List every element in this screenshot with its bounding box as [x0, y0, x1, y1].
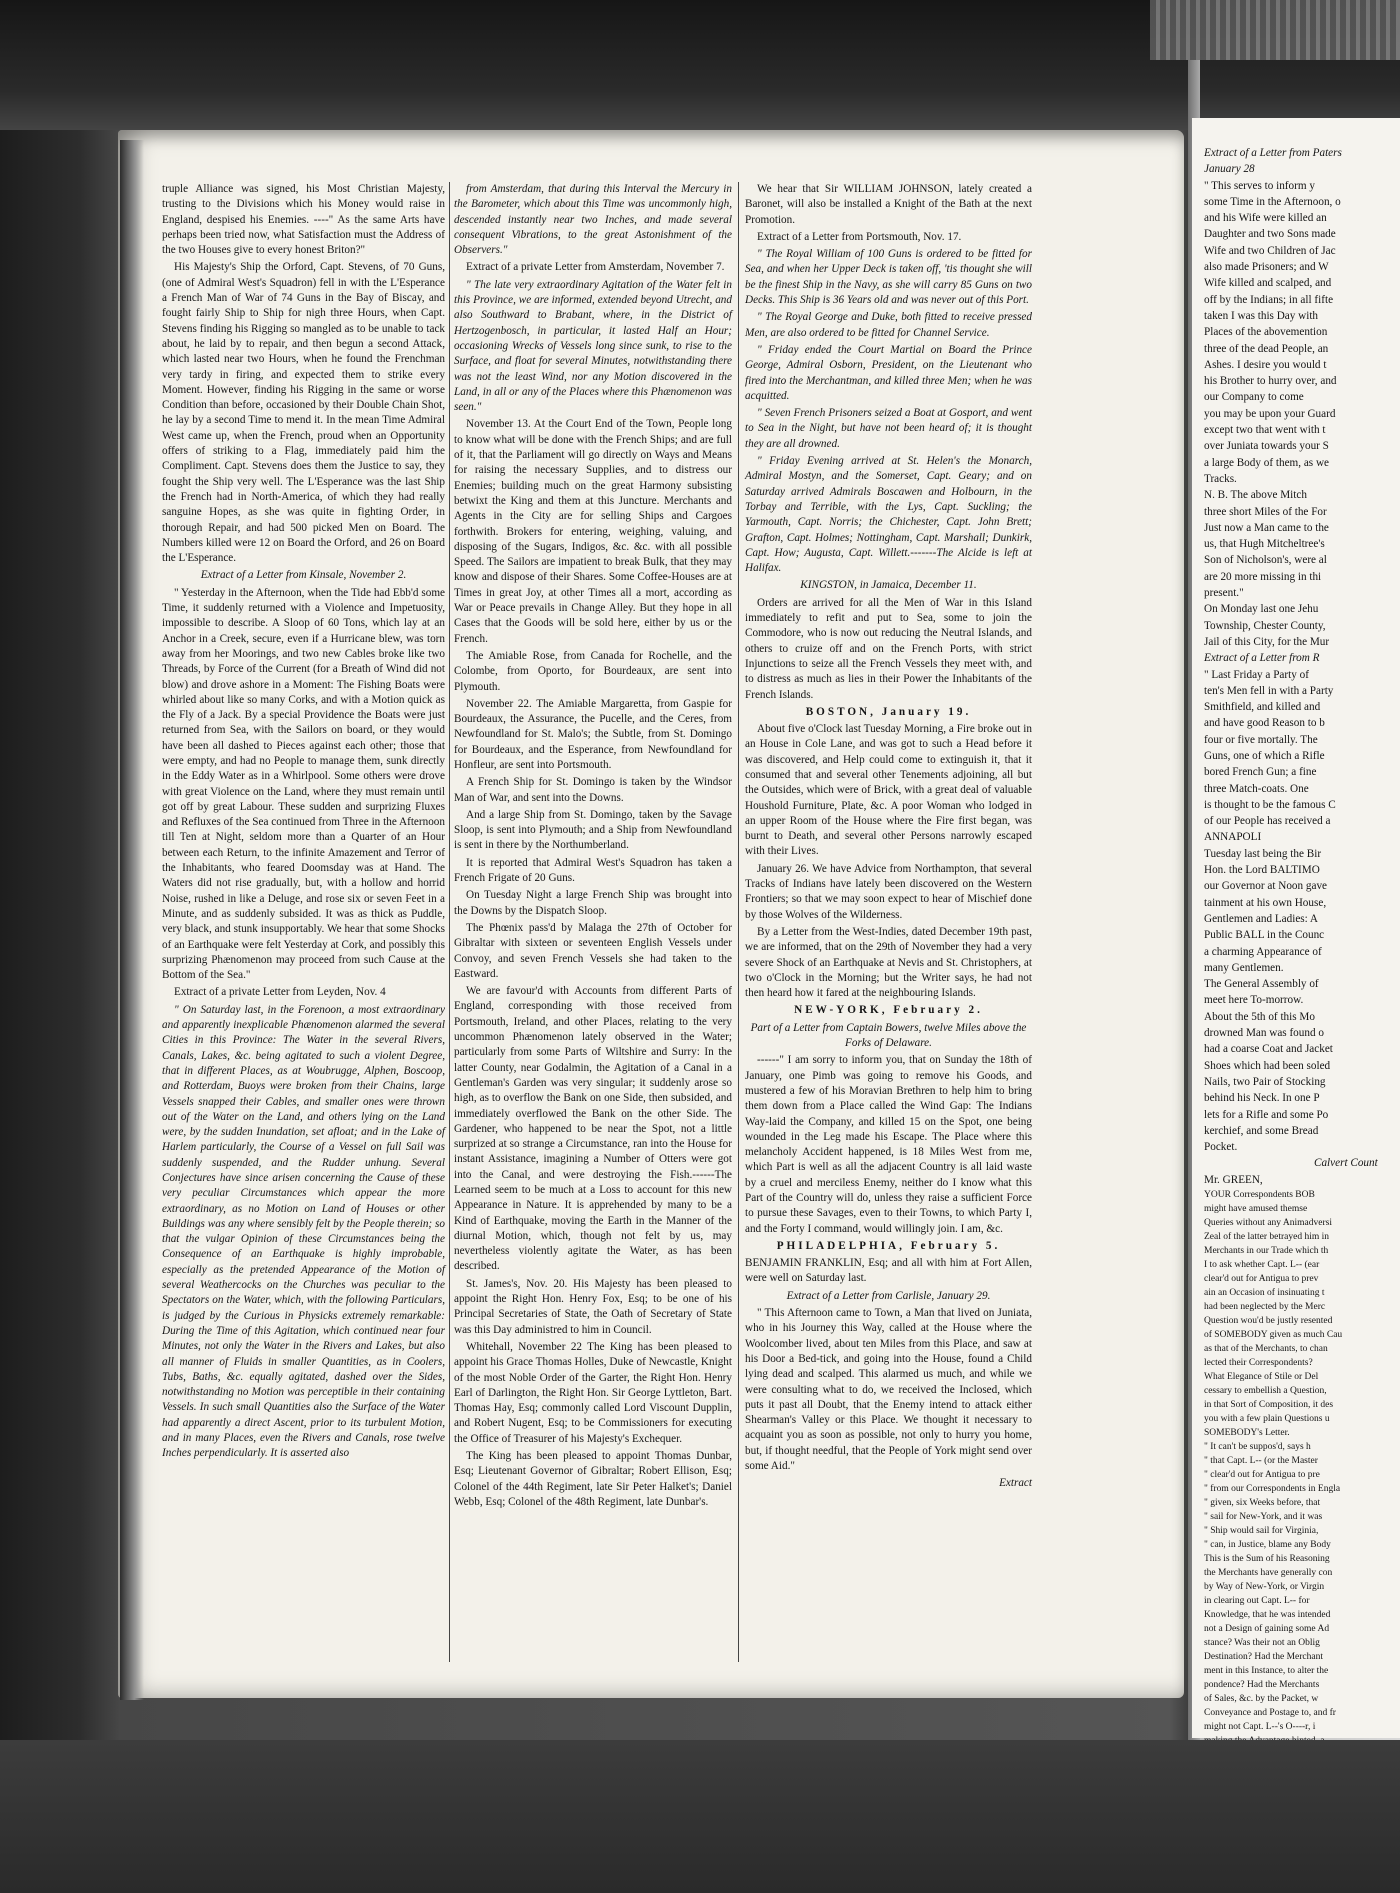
paragraph: drowned Man was found o — [1204, 1027, 1324, 1040]
paragraph: stance? Was their not an Oblig — [1204, 1638, 1320, 1648]
paragraph: About the 5th of this Mo — [1204, 1010, 1315, 1023]
paragraph: Merchants in our Trade which th — [1204, 1246, 1329, 1256]
paragraph: The Phœnix pass'd by Malaga the 27th of October for Gibraltar with sixteen or seventeen English Vessels under Convoy, and seven French Vessels she had taken to the Eastward. — [454, 921, 732, 980]
paragraph: lets for a Rifle and some Po — [1204, 1108, 1329, 1121]
paragraph: " from our Correspondents in Engla — [1204, 1484, 1341, 1494]
paragraph: taken I was this Day with — [1204, 309, 1319, 322]
paragraph: Calvert Count — [1314, 1157, 1378, 1170]
paragraph: ------" I am sorry to inform you, that on Sunday the 18th of January, one Pimb was going to remove his Goods, and mustered a few of his Moravian Brethren to help him to bring them down from a Place called the Wind Gap: The Indians Way-laid the Company, and killed 15 on the Spot, one being wounded in the Leg made his Escape. The Place where this melancholy Accident happened, is 18 Miles West from me, which Part is well as all the adjacent Country is all laid waste by a cruel and merciless Enemy, neither do I know what this Part of the Country will do, unless they raise a sufficient Force to pursue these Savages, even to their Towns, to which Party I, and the Forty I command, would willingly join. I am, &c. — [745, 1054, 1032, 1235]
paragraph: We hear that Sir WILLIAM JOHNSON, lately created a Baronet, will also be installed a Knight of the Bath at the next Promotion. — [745, 183, 1032, 226]
paragraph: and his Wife were killed an — [1204, 212, 1327, 225]
paragraph: Zeal of the latter betrayed him in — [1204, 1232, 1330, 1242]
column-1 — [162, 182, 445, 1658]
paragraph: A French Ship for St. Domingo is taken by the Windsor Man of War, and sent into the Downs. — [454, 776, 732, 804]
paragraph: I to ask whether Capt. L-- (ear — [1204, 1260, 1320, 1270]
paragraph: Destination? Had the Merchant — [1204, 1652, 1323, 1662]
next-page — [1192, 118, 1400, 1738]
paragraph: of Sales, &c. by the Packet, w — [1204, 1694, 1319, 1704]
paragraph: Daughter and two Sons made — [1204, 228, 1336, 241]
paragraph: in clearing out Capt. L-- for — [1204, 1596, 1310, 1606]
paragraph: bored French Gun; a fine — [1204, 766, 1317, 779]
paragraph: Knowledge, that he was intended — [1204, 1610, 1331, 1620]
paragraph: many Gentlemen. — [1204, 961, 1284, 974]
paragraph: Extract of a Letter from Paters — [1204, 147, 1342, 159]
column-3 — [745, 182, 1032, 1658]
paragraph: our Governor at Noon gave — [1204, 880, 1328, 893]
paragraph: " Ship would sail for Virginia, — [1204, 1526, 1319, 1536]
paragraph: behind his Neck. In one P — [1204, 1092, 1320, 1105]
paragraph: Public BALL in the Counc — [1204, 929, 1325, 942]
page-left-edge — [120, 140, 144, 1700]
paragraph: " This serves to inform y — [1204, 179, 1315, 192]
paragraph: four or five mortally. The — [1204, 733, 1318, 746]
paragraph: January 28 — [1204, 163, 1255, 176]
paragraph: ain an Occasion of insinuating t — [1204, 1288, 1325, 1298]
paragraph: Extract — [999, 1477, 1032, 1490]
paragraph: The Amiable Rose, from Canada for Rochelle, and the Colombe, from Oporto, for Bourdeaux, are sent into Plymouth. — [454, 649, 732, 693]
paragraph: ment in this Instance, to alter the — [1204, 1666, 1329, 1676]
paragraph: three Match-coats. One — [1204, 782, 1309, 795]
paragraph: St. James's, Nov. 20. His Majesty has been pleased to appoint the Right Hon. Henry Fox, Esq; to be one of his Principal Secretaries of State, the Oath of Secretary of State was this Day administred to him in Council. — [454, 1277, 732, 1336]
paragraph: are 20 more missing in thi — [1204, 570, 1322, 583]
paragraph: This is the Sum of his Reasoning — [1204, 1554, 1330, 1564]
paragraph: " Yesterday in the Afternoon, when the Tide had Ebb'd some Time, it suddenly returned with a Violence and Impetuosity, impossible to describe. A Sloop of 60 Tons, which lay at an Anchor in a Creek, secure, even if a Hurricane blew, was torn away from her Moorings, and two new Cables broke like two Threads, by Force of the Current (for a Breath of Wind did not blow) and drove ashore in a Moment: The Fishing Boats were whirled about like so many Corks, and with a Motion quick as the Fly of a Jack. By a special Providence the Boats were just returned from Sea, with the Sailors on board, or they would have been all dashed to Pieces against each other; those that were empty, and had no People to manage them, sunk directly in the Eddy Water as in a Whirlpool. Some others were drove with great Violence on the Land, where they must remain until got off by great Labour. These sudden and surprizing Fluxes and Refluxes of the Sea continued from Three in the Afternoon till Ten at Night, seldom more than a Quarter of an Hour between each Return, to the infinite Amazement and Terror of the Inhabitants, who feared Doomsday was at Hand. The Waters did not rise gradually, but, with a hollow and horrid Noise, rushed in like a Deluge, and rose six or seven Feet in a Minute, and as suddenly subsided. It was as thick as Puddle, very black, and stunk insupportably. We hear that some Shocks of an Earthquake were felt Yesterday at Cork, and possibly this surprizing Phænomenon may proceed from such Cause at the Bottom of the Sea." — [162, 586, 445, 982]
paragraph: KINGSTON, in Jamaica, December 11. — [800, 579, 977, 592]
column-rule — [449, 182, 450, 1662]
paragraph: you with a few plain Questions u — [1204, 1414, 1330, 1424]
paragraph: by Way of New-York, or Virgin — [1204, 1582, 1325, 1592]
paragraph: January 26. We have Advice from Northampton, that several Tracks of Indians have lately been discovered on the Western Frontiers; so that we may soon expect to hear of Mischief done by those Wolves of the Wilderness. — [745, 862, 1032, 921]
paragraph: " Friday Evening arrived at St. Helen's the Monarch, Admiral Mostyn, and the Somerset, Capt. Geary; and on Saturday arrived Admirals Boscawen and Holbourn, in the Torbay and Terrible, with the Lys, Capt. Suckling; the Yarmouth, Capt. Norris; the Chichester, Capt. John Brett; Grafton, Capt. Holmes; Nottingham, Capt. Marshall; Dunkirk, Capt. How; Augusta, Capt. Willett.-------The Alcide is left at Halifax. — [745, 455, 1032, 575]
newspaper-page — [118, 130, 1184, 1698]
paragraph: BOSTON, January 19. — [805, 705, 972, 718]
paragraph: The General Assembly of — [1204, 978, 1319, 991]
paragraph: ANNAPOLI — [1204, 831, 1262, 844]
paragraph: cessary to embellish a Question, — [1204, 1386, 1327, 1396]
paragraph: " sail for New-York, and it was — [1204, 1512, 1323, 1522]
paragraph: might not Capt. L--'s O----r, i — [1204, 1722, 1316, 1732]
paragraph: Places of the abovemention — [1204, 326, 1328, 339]
paragraph: three short Miles of the For — [1204, 505, 1327, 518]
paragraph: Guns, one of which a Rifle — [1204, 749, 1325, 762]
paragraph: also made Prisoners; and W — [1204, 261, 1329, 274]
paragraph: Conveyance and Postage to, and fr — [1204, 1708, 1336, 1718]
paragraph: N. B. The above Mitch — [1204, 489, 1307, 502]
paragraph: truple Alliance was signed, his Most Christian Majesty, trusting to the Divisions which his Money would raise in England, despised his Enemies. ----" As the same Arts have perhaps been tried now, what Satisfaction must the Address of the two Houses give to every honest Briton?" — [162, 183, 445, 257]
paragraph: of SOMEBODY given as much Cau — [1204, 1330, 1343, 1340]
paragraph: kerchief, and some Bread — [1204, 1124, 1319, 1137]
paragraph: his Brother to hurry over, and — [1204, 375, 1337, 388]
paragraph: lected their Correspondents? — [1204, 1358, 1313, 1368]
paragraph: His Majesty's Ship the Orford, Capt. Stevens, of 70 Guns, (one of Admiral West's Squadron) fell in with the L'Esperance a French Man of War of 74 Guns in the Bay of Biscay, and fought fairly Ship to Ship for nigh three Hours, when Capt. Stevens finding his Rigging so mangled as to be unable to tack about, he laid by to repair, and then begun a second Attack, which lasted near two Hours, when he found the Frenchman very tardy in firing, and expected them to strike every Moment. However, finding his Rigging in the same or worse Condition than before, occasioned by their Double Chain Shot, he lay by a second Time to mend it. In the mean Time Admiral West came up, when the French, proud when an Opportunity offers of striking to a Flag, immediately paid him the Compliment. Capt. Stevens does them the Justice to say, they fought the Ship very well. The L'Esperance was the last Ship the French had in North-America, of which they had really sanguine Hopes, as she was quite in fighting Order, in thorough Repair, and had 500 picked Men on Board. The Numbers killed were 12 on Board the Orford, and 26 on Board the L'Esperance. — [162, 261, 445, 565]
paragraph: Orders are arrived for all the Men of War in this Island immediately to refit and put to Sea, some to join the Commodore, who is now out reducing the Neutral Islands, and others to cruize off and on the French Ports, with strict Injunctions to seize all the French Vessels they meet with, and to distress as much as lies in their Power the Inhabitants of the French Islands. — [745, 596, 1032, 701]
paragraph: " Friday ended the Court Martial on Board the Prince George, Admiral Osborn, President, on the Lieutenant who fired into the Merchantman, and killed three Men; when he was acquitted. — [745, 343, 1032, 402]
paragraph: meet here To-morrow. — [1204, 994, 1304, 1007]
paragraph: Extract of a private Letter from Leyden, Nov. 4 — [174, 986, 386, 999]
paragraph: Extract of a Letter from Portsmouth, Nov. 17. — [757, 230, 962, 243]
paragraph: Township, Chester County, — [1204, 619, 1326, 632]
paragraph: over Juniata towards your S — [1204, 440, 1329, 453]
paragraph: " can, in Justice, blame any Body — [1204, 1540, 1331, 1550]
paragraph: On Tuesday Night a large French Ship was brought into the Downs by the Dispatch Sloop. — [454, 889, 732, 917]
paragraph: " clear'd out for Antigua to pre — [1204, 1470, 1320, 1480]
paragraph: Pocket. — [1204, 1141, 1238, 1154]
paragraph: Extract of a Letter from Kinsale, November 2. — [200, 569, 407, 582]
paragraph: except two that went with t — [1204, 424, 1326, 437]
paragraph: in that Sort of Composition, it des — [1204, 1400, 1334, 1410]
paragraph: " The late very extraordinary Agitation of the Water felt in this Province, we are informed, extended beyond Utrecht, and also Southward to Brabant, where, in the District of Hertzogenbosch, in particular, it lasted Half an Hour; occasioning Wrecks of Vessels long since sunk, to rise to the Surface, and float for several Minutes, notwithstanding there was not the least Wind, nor any Motion discovered in the Land, in all or any of the Places where this Phænomenon was seen." — [454, 278, 732, 414]
paragraph: Shoes which had been soled — [1204, 1059, 1331, 1072]
paragraph: might have amused themse — [1204, 1204, 1308, 1214]
paragraph: SOMEBODY's Letter. — [1204, 1428, 1290, 1438]
paragraph: as that of the Merchants, to chan — [1204, 1344, 1328, 1354]
paragraph: Nails, two Pair of Stocking — [1204, 1075, 1326, 1088]
next-page-column — [1204, 146, 1394, 1763]
paragraph: " Last Friday a Party of — [1204, 668, 1309, 681]
paragraph: Extract of a private Letter from Amsterdam, November 7. — [466, 261, 725, 274]
paragraph: three of the dead People, an — [1204, 342, 1329, 355]
paragraph: present." — [1204, 587, 1244, 600]
paragraph: " The Royal William of 100 Guns is ordered to be fitted for Sea, and when her Upper Deck is taken off, 'tis thought she will be the finest Ship in the Navy, as she will carry 85 Guns on two Decks. This Ship is 36 Years old and was never out of this Port. — [745, 248, 1032, 307]
paragraph: " Seven French Prisoners seized a Boat at Gosport, and went to Sea in the Night, but have not been heard of; it is thought they are all drowned. — [745, 407, 1032, 450]
paragraph: the Merchants have generally con — [1204, 1568, 1333, 1578]
paragraph: is thought to be the famous C — [1204, 798, 1336, 811]
paragraph: Question wou'd be justly resented — [1204, 1316, 1333, 1326]
paragraph: " given, six Weeks before, that — [1204, 1498, 1321, 1508]
paragraph: and have good Reason to b — [1204, 717, 1325, 730]
paragraph: ten's Men fell in with a Party — [1204, 684, 1334, 697]
paragraph: November 22. The Amiable Margaretta, from Gaspie for Bourdeaux, the Assurance, the Pucelle, and the Ceres, from Newfoundland for St. Malo's; the Subtle, from St. Domingo for Bourdeaux, and the Esperance, from Newfoundland for Honfleur, are sent into Portsmouth. — [454, 697, 732, 771]
paragraph: Extract of a Letter from Carlisle, January 29. — [786, 1289, 991, 1302]
paragraph: Smithfield, and killed and — [1204, 701, 1321, 714]
paragraph: It is reported that Admiral West's Squadron has taken a French Frigate of 20 Guns. — [454, 856, 732, 885]
paragraph: November 13. At the Court End of the Town, People long to know what will be done with the French Ships; and are full of it, that the Parliament will go directly on Ways and Means for raising the necessary Supplies, and to distress our Enemies; building much on the great Harmony subsisting betwixt the King and them at this Juncture. Merchants and Agents in the City are for selling Ships and Cargoes forthwith. Brokers for entering, weighing, valuing, and disposing of the Sugars, Indigos, &c. &c. with all possible Speed. The Sailors are impatient to break Bulk, that they may know and dispose of their Shares. Some Coffee-Houses are at Times in great Joy, at other Times all a mort, according as War or Peace prevails in Change Alley. But they hope in all Cases that the Goods will be sold here, either by us or the French. — [454, 418, 732, 645]
paragraph: had a coarse Coat and Jacket — [1204, 1043, 1333, 1056]
paragraph: a charming Appearance of — [1204, 945, 1322, 958]
paragraph: Just now a Man came to the — [1204, 521, 1329, 534]
paragraph: Mr. GREEN, — [1204, 1173, 1263, 1186]
paragraph: Queries without any Animadversi — [1204, 1218, 1332, 1228]
paragraph: And a large Ship from St. Domingo, taken by the Savage Sloop, is sent into Plymouth; and a Ship from Newfoundland is sent in there by the Northumberland. — [454, 808, 732, 852]
paragraph: Jail of this City, for the Mur — [1204, 635, 1330, 648]
paragraph: NEW-YORK, February 2. — [794, 1004, 983, 1017]
paragraph: By a Letter from the West-Indies, dated December 19th past, we are informed, that on the 29th of November they had a very severe Shock of an Earthquake at Nevis and St. Christophers, at two o'Clock in the Morning; but the Writer says, he had not then heard how it fared at the neighbouring Islands. — [745, 925, 1032, 1000]
column-rule — [738, 182, 739, 1662]
paragraph: " It can't be suppos'd, says h — [1204, 1442, 1311, 1452]
paragraph: The King has been pleased to appoint Thomas Dunbar, Esq; Lieutenant Governor of Gibraltar; Robert Ellison, Esq; Colonel of the 44th Regiment, late Sir Peter Halket's; Daniel Webb, Esq; Colonel of the 48th Regiment, late Dunbar's. — [454, 1450, 732, 1508]
paragraph: of our People has received a — [1204, 815, 1331, 828]
paragraph: " The Royal George and Duke, both fitted to receive pressed Men, are also ordered to be fitted for Channel Service. — [745, 311, 1032, 339]
paragraph: clear'd out for Antigua to prev — [1204, 1274, 1319, 1284]
paragraph: Wife killed and scalped, and — [1204, 277, 1332, 290]
paragraph: Part of a Letter from Captain Bowers, twelve Miles above the Forks of Delaware. — [750, 1021, 1027, 1050]
paragraph: We are favour'd with Accounts from different Parts of England, corresponding with those received from Portsmouth, Ireland, and other Places, relating to the very uncommon Phænomenon lately observed in the Water; particularly from some Parts of Wiltshire and Surry: In the latter County, near Godalmin, the Agitation of a Canal in a Gentleman's Garden was very singular; it suddenly arose so high, as to overflow the Bank on one Side, then subsided, and immediately overflowed the Bank on the other Side. The Gardener, who happened to be near the Spot, not a little surprized at so strange a Circumstance, ran into the House for instant Assistance, imagining a Number of Otters were got into the Canal, and were destroying the Fish.------The Learned seem to be much at a Loss to account for this new Appearance in Nature. It is apprehended by many to be a Kind of Earthquake, moving the Earth in the Manner of the diurnal Motion, which, though not felt by us, may nevertheless violently agitate the Water, as has been described. — [454, 985, 732, 1273]
next-page-top-edge — [1150, 0, 1400, 60]
paragraph: Tuesday last being the Bir — [1204, 847, 1322, 860]
paragraph: PHILADELPHIA, February 5. — [776, 1239, 1001, 1252]
paragraph: What Elegance of Stile or Del — [1204, 1372, 1319, 1382]
bottom-strip — [0, 1740, 1400, 1893]
paragraph: Son of Nicholson's, were al — [1204, 554, 1327, 567]
paragraph: had been neglected by the Merc — [1204, 1302, 1326, 1312]
paragraph: some Time in the Afternoon, o — [1204, 195, 1341, 208]
paragraph: Extract of a Letter from R — [1204, 652, 1320, 665]
paragraph: off by the Indians; in all fifte — [1204, 293, 1334, 306]
paragraph: Gentlemen and Ladies: A — [1204, 912, 1319, 925]
paragraph: not a Design of gaining some Ad — [1204, 1624, 1330, 1634]
paragraph: our Company to come — [1204, 391, 1304, 404]
paragraph: Whitehall, November 22 The King has been pleased to appoint his Grace Thomas Holles, Duke of Newcastle, Knight of the most Noble Order of the Garter, the Right Hon. Henry Earl of Darlington, the Right Hon. Sir George Lyttleton, Bart. Thomas Hay, Esq; commonly called Lord Viscount Dupplin, and Robert Nugent, Esq; to be Commissioners for executing the Office of Treasurer of his Majesty's Exchequer. — [454, 1340, 732, 1445]
paragraph: you may be upon your Guard — [1204, 407, 1336, 420]
paragraph: pondence? Had the Merchants — [1204, 1680, 1320, 1690]
paragraph: BENJAMIN FRANKLIN, Esq; and all with him at Fort Allen, were well on Saturday last. — [745, 1257, 1032, 1285]
paragraph: Wife and two Children of Jac — [1204, 244, 1336, 257]
paragraph: us, that Hugh Mitcheltree's — [1204, 538, 1325, 551]
column-2 — [454, 182, 732, 1658]
paragraph: " This Afternoon came to Town, a Man that lived on Juniata, who in his Journey this Way, called at the House where the Woolcomber lived, about ten Miles from this Place, and saw at his Door a Bed-tick, and going into the House, found a Child lying dead and scalped. This alarmed us much, and while we were consulting what to do, we received the Inclosed, which puts it past all Doubt, that the Enemy intend to attack either Shearman's Valley or this Place. We thought it necessary to acquaint you as soon as possible, not only to hurry you home, but, if thought needful, that the People of York might send over some Aid." — [745, 1307, 1032, 1473]
paragraph: On Monday last one Jehu — [1204, 603, 1319, 616]
paragraph: YOUR Correspondents BOB — [1204, 1190, 1315, 1200]
paragraph: from Amsterdam, that during this Interval the Mercury in the Barometer, which about this Time was uncommonly high, descended instantly near two Inches, and made several consequent Vibrations, to the great Astonishment of the Observers." — [454, 183, 732, 257]
paragraph: About five o'Clock last Tuesday Morning, a Fire broke out in an House in Cole Lane, and was got to such a Head before it was discovered, and Help could come to extinguish it, that it consumed that and several other Tenements adjoining, all but the Outsides, which were of Brick, with a great deal of valuable Houshold Furniture, Plate, &c. A poor Woman who lodged in an upper Room of the House where the Fire first began, was burnt to Death, and several other Persons narrowly escaped with their Lives. — [745, 723, 1032, 858]
paragraph: tainment at his own House, — [1204, 896, 1327, 909]
paragraph: Ashes. I desire you would t — [1204, 358, 1327, 371]
paragraph: Hon. the Lord BALTIMO — [1204, 864, 1320, 877]
paragraph: Tracks. — [1204, 472, 1237, 485]
paragraph: a large Body of them, as we — [1204, 456, 1329, 469]
paragraph: " that Capt. L-- (or the Master — [1204, 1456, 1318, 1466]
paragraph: " On Saturday last, in the Forenoon, a most extraordinary and apparently inexplicable Phænomenon alarmed the several Cities in this Province: The Water in the several Rivers, Canals, Lakes, &c. being agitated to such a violent Degree, that in different Places, as at Woubrugge, Alphen, Boscoop, and Rotterdam, Buoys were broken from their Chains, large Vessels snapped their Cables, and smaller ones were thrown out of the Water on the Land, and others lying on the Land were, by the sudden Inundation, set afloat; and in the Lake of Harlem particularly, the Course of a Vessel on full Sail was suddenly suspended, and the Rudder unhung. Several Conjectures have since arisen concerning the Cause of these very peculiar Circumstances which appear the more extraordinary, as no Motion on Land of Houses or other Buildings was any where sensibly felt by the People therein; so that the vulgar Opinion of these Circumstances being the Consequence of an Earthquake is highly improbable, especially as the pretended Appearance of the Motion of several Weathercocks on the Churches was peculiar to the Spectators on the Water, which, with the following Particulars, is judged by the Curious in Physicks extremely remarkable: During the Time of this Agitation, which continued near four Minutes, not only the Water in the Rivers and Lakes, but also all manner of Fluids in smaller Quantities, as in Coolers, Tubs, Baths, &c. equally agitated, dashed over the Sides, notwithstanding no Motion was perceptible in their containing Vessels. In such small Quantities also the Surface of the Water had apparently a direct Ascent, prior to its turbulent Motion, and in many Places, even the Rivers and Canals, rose twelve Inches perpendicularly. It is asserted also — [162, 1003, 445, 1460]
